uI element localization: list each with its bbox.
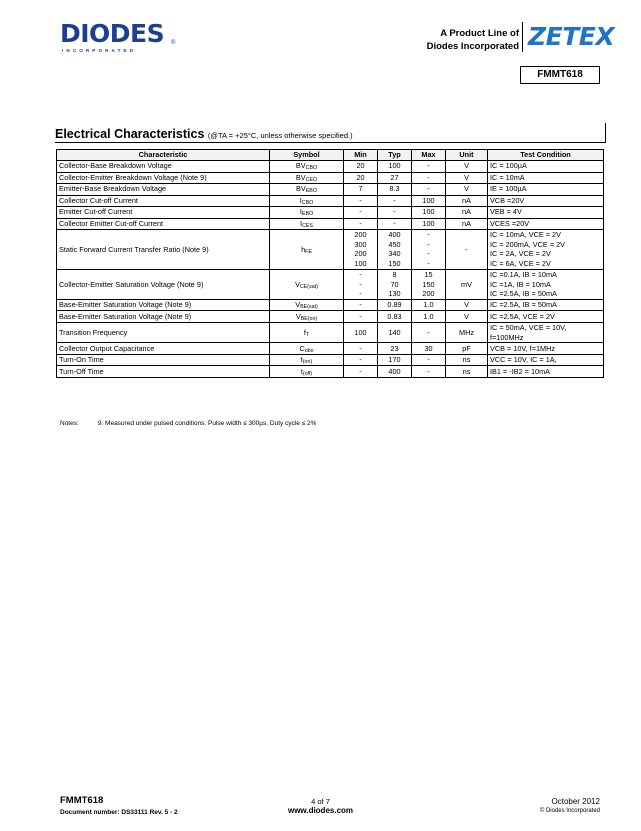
symbol-subscript: obo [304,347,314,354]
cell-test-condition: IB1 = -IB2 = 10mA [488,366,604,378]
cell-symbol [270,184,344,196]
symbol-subscript: EBO [305,188,317,195]
table-row [57,366,604,378]
section-title-text: Electrical Characteristics [55,127,205,141]
cell-max: 1.0 [412,311,446,323]
table-row [57,161,604,173]
cell-unit: V [446,184,488,196]
cell-typ: 100 [378,161,412,173]
cell-max-line: 15 [424,269,433,279]
symbol-subscript: T [305,331,310,338]
symbol-subscript: CES [302,222,313,229]
cell-test-condition: VEB = 4V [488,207,604,219]
cell-max: - [412,172,446,184]
cell-min: - [344,366,378,378]
footer-part-number: FMMT618 [60,795,104,806]
cell-unit: ns [446,354,488,366]
cell-min: - [344,343,378,355]
symbol-main: V [295,311,301,321]
cell-max: 30 [412,343,446,355]
symbol-main: t [300,355,303,365]
cell-characteristic: Collector-Emitter Breakdown Voltage (Note 9) [57,172,270,184]
cell-test-condition-line: f=100MHz [490,332,524,342]
notes-text: 9. Measured under pulsed conditions. Pulse width ≤ 300µs. Duty cycle ≤ 2% [97,420,317,427]
footer-copyright: © Diodes Incorporated [539,808,600,814]
cell-typ [378,230,412,270]
cell-typ: 170 [378,354,412,366]
cell-max: 100 [412,218,446,230]
symbol-main: V [295,279,300,289]
table-row [57,184,604,196]
notes [60,420,316,427]
cell-characteristic: Base-Emitter Saturation Voltage (Note 9) [57,299,270,311]
cell-typ-line: 130 [388,289,401,299]
cell-typ: - [378,218,412,230]
cell-min-line: - [359,279,362,289]
cell-test-condition: IC =2.5A, VCE = 2V [488,311,604,323]
cell-max: - [412,354,446,366]
cell-test-condition: VCB =20V [488,195,604,207]
cell-min [344,230,378,270]
symbol-main: I [299,195,302,205]
title-rule-right [605,123,606,143]
symbol-subscript: FE [305,248,312,255]
cell-unit: V [446,161,488,173]
cell-min-line: - [359,269,362,279]
header-unit: Unit [446,150,488,161]
cell-min-line: 100 [354,259,367,269]
table-row [57,172,604,184]
diodes-logo-text: DIODES [60,19,165,48]
symbol-subscript: (off) [302,370,313,377]
cell-symbol [270,195,344,207]
symbol-main: I [299,207,302,217]
symbol-subscript: BE(sat) [300,304,318,311]
section-conditions: (@TA = +25°C, unless otherwise specified.) [207,131,353,140]
header-typ: Typ [378,150,412,161]
cell-test-condition-line: IC = 200mA, VCE = 2V [490,239,566,249]
header-characteristic: Characteristic [57,150,270,161]
table-row [57,311,604,323]
header-symbol: Symbol [270,150,344,161]
cell-max: 100 [412,207,446,219]
cell-min-line: - [359,289,362,299]
table-body [57,161,604,378]
symbol-main: C [299,343,305,353]
cell-symbol [270,207,344,219]
symbol-main: I [300,218,303,228]
cell-test-condition [488,230,604,270]
cell-max [412,230,446,270]
header-test-condition: Test Condition [488,150,604,161]
cell-max-line: 150 [422,279,435,289]
table-row [57,269,604,299]
cell-unit: nA [446,195,488,207]
cell-min: - [344,299,378,311]
symbol-main: h [301,244,306,254]
part-number-box: FMMT618 [520,66,600,84]
cell-typ: 140 [378,322,412,342]
cell-test-condition-line: IC = 50mA, VCE = 10V, [490,322,567,332]
cell-typ-line: 340 [388,249,401,259]
cell-test-condition: VCES =20V [488,218,604,230]
cell-min-line: 200 [354,230,367,239]
cell-characteristic: Static Forward Current Transfer Ratio (Note 9) [57,230,270,270]
cell-max-line: - [427,249,430,259]
cell-symbol [270,269,344,299]
cell-min: - [344,354,378,366]
cell-symbol [270,322,344,342]
cell-symbol [270,172,344,184]
table-row [57,354,604,366]
cell-symbol [270,343,344,355]
cell-test-condition: VCB = 10V, f=1MHz [488,343,604,355]
symbol-subscript: EBO [301,211,314,218]
cell-characteristic: Collector Output Capacitance [57,343,270,355]
cell-unit: V [446,311,488,323]
cell-max: - [412,184,446,196]
cell-unit: MHz [446,322,488,342]
cell-min: - [344,207,378,219]
cell-typ-line: 70 [390,279,399,289]
cell-max: - [412,366,446,378]
cell-typ-line: 400 [388,230,401,239]
cell-unit: pF [446,343,488,355]
cell-test-condition-line: IC =0.1A, IB = 10mA [490,269,557,279]
cell-characteristic: Turn-On Time [57,354,270,366]
cell-characteristic: Emitter Cut-off Current [57,207,270,219]
cell-characteristic: Turn-Off Time [57,366,270,378]
cell-min: 7 [344,184,378,196]
cell-typ-line: 8 [392,269,397,279]
table-header-row [57,150,604,161]
cell-max-line: - [427,239,430,249]
cell-unit: ns [446,366,488,378]
cell-symbol [270,161,344,173]
cell-min: - [344,195,378,207]
cell-typ-line: 450 [388,239,401,249]
cell-max-line: 200 [422,289,435,299]
symbol-main: V [295,300,301,310]
footer-page-number: 4 of 7 [311,797,330,806]
cell-symbol [270,366,344,378]
header-min: Min [344,150,378,161]
registered-mark-icon: ® [171,40,176,46]
table-row [57,343,604,355]
notes-label: Notes: [60,420,79,427]
cell-typ: - [378,195,412,207]
symbol-main: BV [296,184,306,194]
cell-typ: 0.83 [378,311,412,323]
cell-symbol [270,354,344,366]
cell-symbol [270,230,344,270]
table-row [57,195,604,207]
cell-unit: V [446,172,488,184]
title-rule [55,142,606,143]
cell-characteristic: Collector-Base Breakdown Voltage [57,161,270,173]
footer-website: www.diodes.com [287,806,354,815]
cell-characteristic: Collector Emitter Cut-off Current [57,218,270,230]
cell-max: 1.0 [412,299,446,311]
cell-test-condition: IC = 10mA [488,172,604,184]
cell-max: - [412,322,446,342]
zetex-logo [528,20,615,56]
cell-min-line: 200 [354,249,367,259]
cell-unit: nA [446,218,488,230]
symbol-subscript: CE(sat) [299,283,318,290]
cell-min: - [344,218,378,230]
table-row [57,322,604,342]
cell-characteristic: Collector Cut-off Current [57,195,270,207]
cell-typ: 8.3 [378,184,412,196]
cell-max-line: - [427,230,430,239]
cell-test-condition-line: IC =2.5A, IB = 50mA [490,289,557,299]
cell-typ: 0.89 [378,299,412,311]
cell-min-line: 300 [354,239,367,249]
footer-date: October 2012 [551,797,600,806]
cell-min: - [344,311,378,323]
cell-max-line: - [427,259,430,269]
cell-characteristic: Collector-Emitter Saturation Voltage (Note 9) [57,269,270,299]
cell-max [412,269,446,299]
cell-typ: - [378,207,412,219]
symbol-subscript: CEO [305,176,318,183]
electrical-characteristics-table [56,149,603,378]
cell-unit: nA [446,207,488,219]
product-line-2: Diodes Incorporated [426,41,519,52]
header-max: Max [412,150,446,161]
symbol-subscript: (on) [302,359,313,366]
symbol-subscript: CBO [305,165,318,172]
cell-unit: mV [446,269,488,299]
cell-test-condition: IC = 100µA [488,161,604,173]
product-line-1: A Product Line of [440,28,519,39]
diodes-logo-subtext: INCORPORATED [62,48,137,53]
symbol-subscript: BE(on) [300,315,318,322]
footer-document-number: Document number: DS33111 Rev. 5 - 2 [60,809,178,816]
table-row [57,207,604,219]
cell-characteristic: Transition Frequency [57,322,270,342]
cell-typ: 400 [378,366,412,378]
symbol-main: f [303,327,306,337]
cell-typ-line: 150 [388,259,401,269]
zetex-logo-text: ZETEX [528,22,615,51]
symbol-main: BV [295,161,306,171]
table-row [57,218,604,230]
cell-test-condition-line: IC = 2A, VCE = 2V [490,249,551,259]
cell-test-condition-line: IC =1A, IB = 10mA [490,279,551,289]
cell-typ [378,269,412,299]
cell-min: 20 [344,172,378,184]
symbol-main: t [300,366,303,376]
diodes-logo [60,20,176,58]
cell-test-condition-line: IC = 10mA, VCE = 2V [490,230,561,239]
cell-symbol [270,218,344,230]
cell-max: 100 [412,195,446,207]
cell-max: - [412,161,446,173]
cell-min: 20 [344,161,378,173]
cell-test-condition [488,322,604,342]
cell-typ: 27 [378,172,412,184]
cell-test-condition [488,269,604,299]
cell-test-condition-line: IC = 6A, VCE = 2V [490,259,551,269]
table-row [57,230,604,270]
cell-unit: V [446,299,488,311]
cell-min [344,269,378,299]
cell-test-condition: VCC = 10V, IC = 1A, [488,354,604,366]
cell-symbol [270,311,344,323]
symbol-subscript: CBO [301,199,314,206]
cell-typ: 23 [378,343,412,355]
cell-characteristic: Emitter-Base Breakdown Voltage [57,184,270,196]
cell-test-condition: IE = 100µA [488,184,604,196]
symbol-main: BV [295,172,306,182]
section-title [55,127,353,141]
header-divider [522,22,523,52]
product-line-text [427,27,519,53]
cell-test-condition: IC =2.5A, IB = 50mA [488,299,604,311]
cell-min: 100 [344,322,378,342]
cell-unit: - [446,230,488,270]
cell-characteristic: Base-Emitter Saturation Voltage (Note 9) [57,311,270,323]
cell-symbol [270,299,344,311]
table-row [57,299,604,311]
